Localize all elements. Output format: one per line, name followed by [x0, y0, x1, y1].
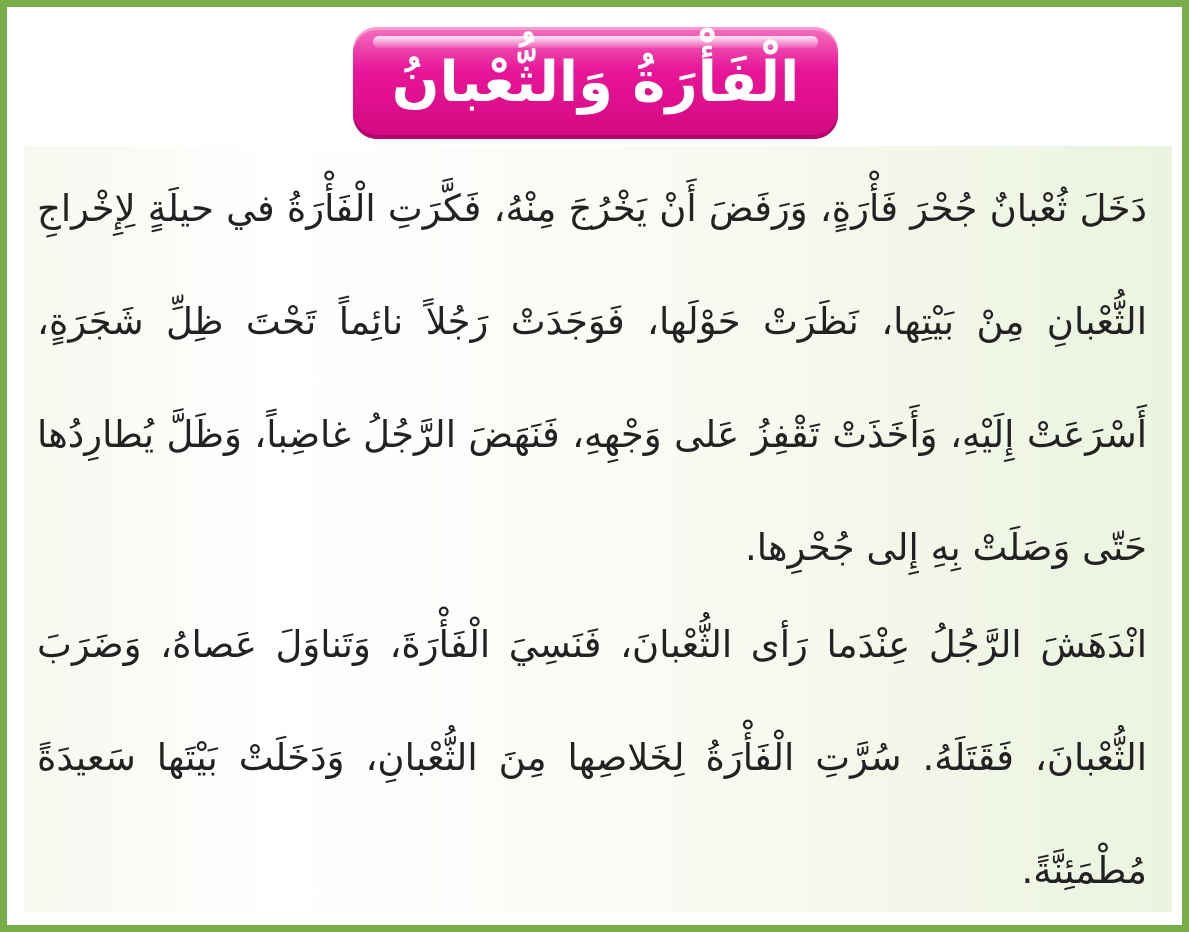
- story-paragraph-1: دَخَلَ ثُعْبانٌ جُحْرَ فَأْرَةٍ، وَرَفَضَ أَنْ يَخْرُجَ مِنْهُ، فَكَّرَتِ الْفَأْرَةُ في حيلَةٍ لِإِخْراجِ الثُّعْبانِ مِنْ بَيْتِها، نَظَرَتْ حَوْلَها، فَوَجَدَتْ رَجُلاً نائِماً تَحْتَ ظِلِّ شَجَرَةٍ، أَسْرَعَتْ إِلَيْهِ، وَأَخَذَتْ تَقْفِزُ عَلى وَجْهِهِ، فَنَهَضَ الرَّجُلُ غاضِباً، وَظَلَّ يُطارِدُها حَتّى وَصَلَتْ بِهِ إِلى جُحْرِها.: [37, 187, 1147, 569]
- story-paragraph-2: انْدَهَشَ الرَّجُلُ عِنْدَما رَأى الثُّعْبانَ، فَنَسِيَ الْفَأْرَةَ، وَتَناوَلَ عَصاهُ، وَضَرَبَ الثُّعْبانَ، فَقَتَلَهُ. سُرَّتِ الْفَأْرَةُ لِخَلاصِها مِنَ الثُّعْبانِ، وَدَخَلَتْ بَيْتَها سَعيدَةً مُطْمَئِنَّةً.: [37, 623, 1147, 892]
- story-title: الْفَأْرَةُ وَالثُّعْبانُ: [391, 50, 800, 115]
